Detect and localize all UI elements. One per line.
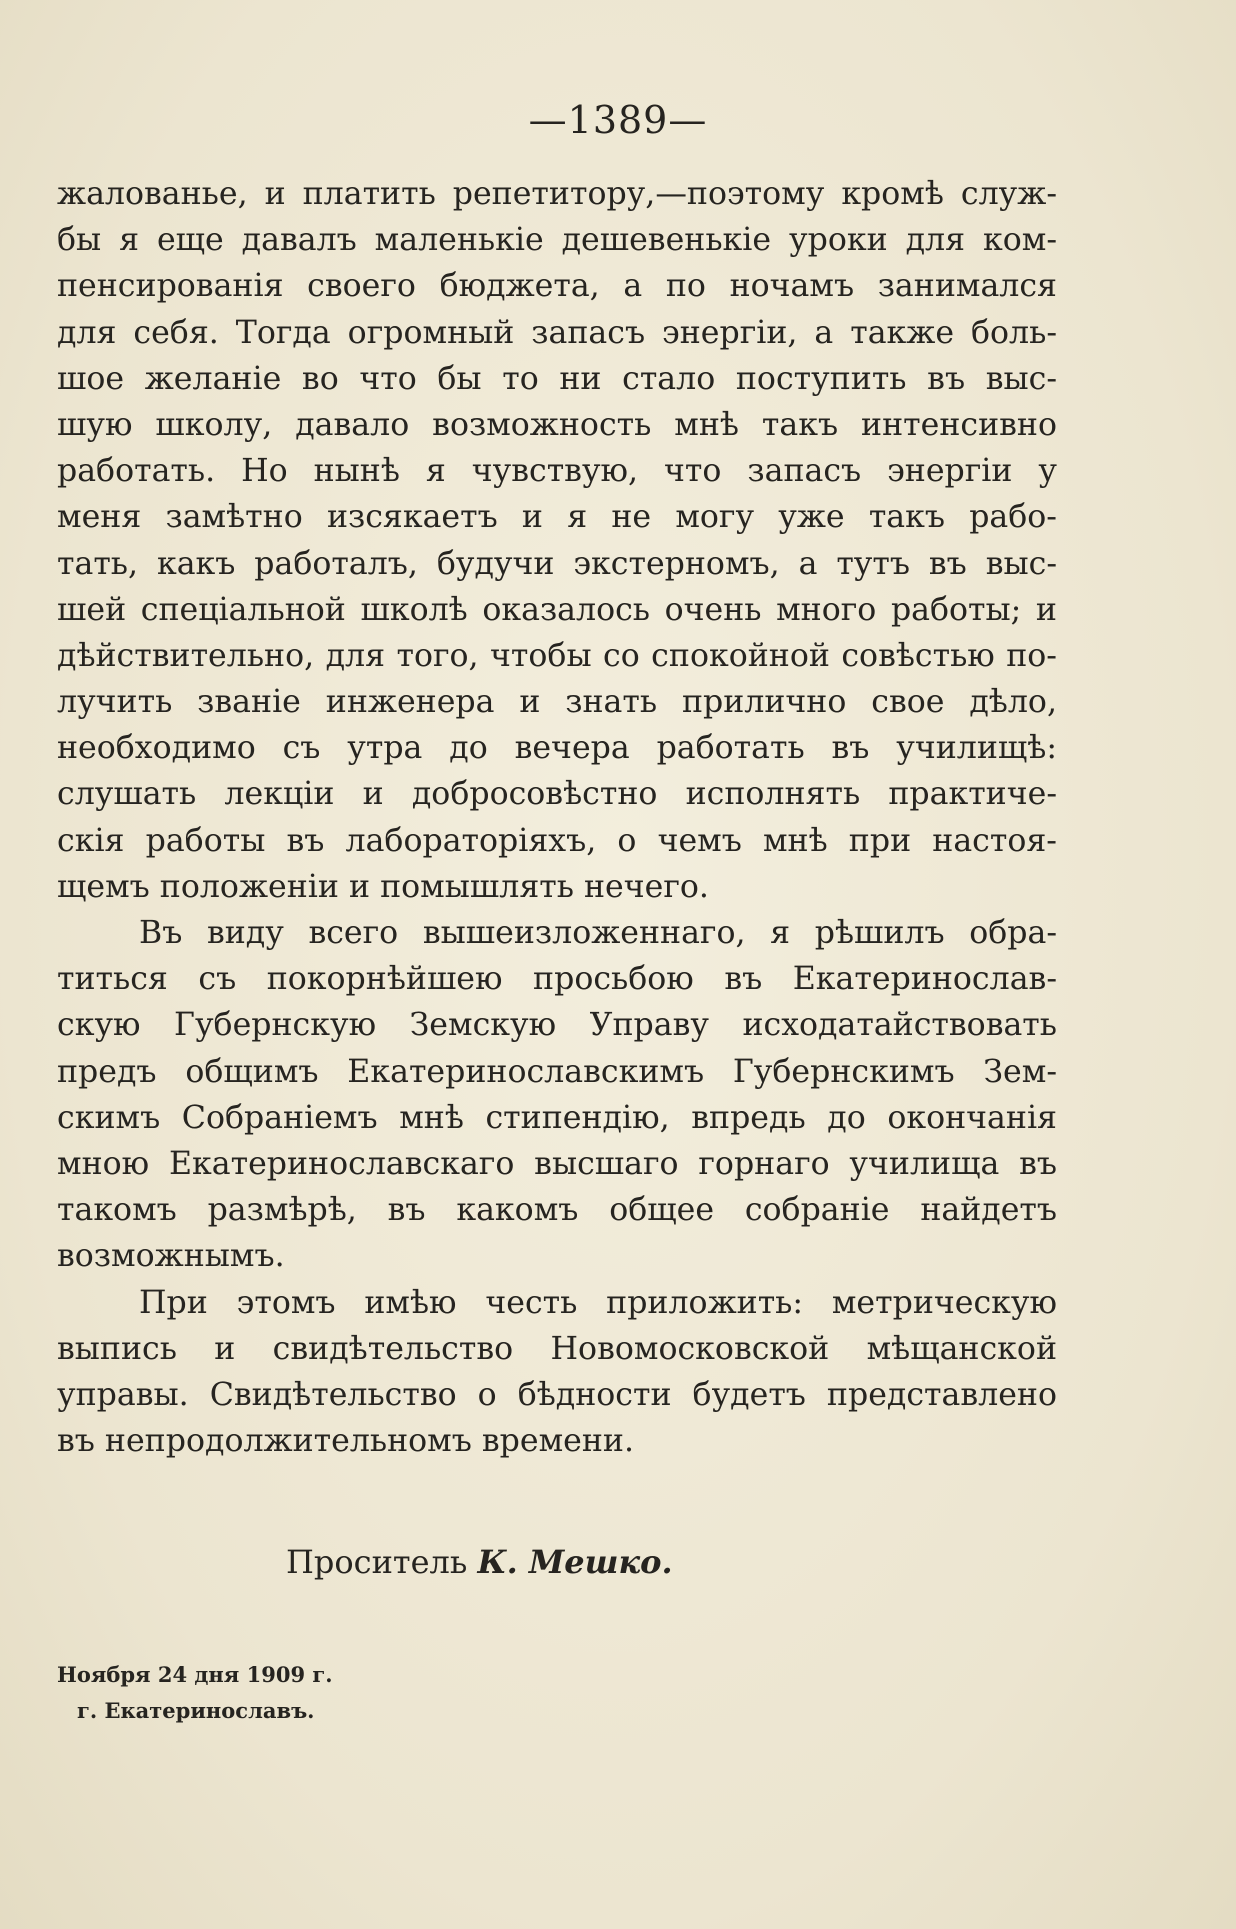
footer-date: Ноября 24 дня 1909 г. — [57, 1662, 333, 1687]
text-line: пенсированія своего бюджета, а по ночамъ занимался — [57, 268, 1057, 305]
signature-line — [286, 1543, 673, 1581]
text-line: выпись и свидѣтельство Новомосковской мѣщанской — [57, 1330, 1057, 1367]
text-line: дѣйствительно, для того, чтобы со спокойной совѣстью по- — [57, 637, 1057, 674]
text-line: въ непродолжительномъ времени. — [57, 1423, 635, 1460]
text-line: возможнымъ. — [57, 1238, 285, 1275]
letter-body — [57, 171, 1057, 1464]
text-line: такомъ размѣрѣ, въ какомъ общее собраніе найдетъ — [57, 1192, 1057, 1229]
signature-name: К. Мешко. — [477, 1543, 673, 1581]
footer-city: г. Екатеринославъ. — [77, 1698, 315, 1723]
signature-label: Проситель — [286, 1543, 468, 1581]
text-line: При этомъ имѣю честь приложить: метрическую — [139, 1284, 1057, 1321]
text-line: скимъ Собраніемъ мнѣ стипендію, впредь до окончанія — [57, 1099, 1057, 1136]
text-line: бы я еще давалъ маленькіе дешевенькіе уроки для ком- — [57, 222, 1057, 259]
text-line: Въ виду всего вышеизложеннаго, я рѣшилъ обра- — [139, 915, 1057, 951]
text-line: шую школу, давало возможность мнѣ такъ интенсивно — [57, 406, 1057, 443]
text-line: лучить званіе инженера и знать прилично свое дѣло, — [57, 684, 1057, 721]
text-line: жалованье, и платить репетитору,—поэтому кромѣ служ- — [57, 176, 1057, 212]
text-line: слушать лекціи и добросовѣстно исполнять практиче- — [57, 776, 1057, 813]
text-line: работать. Но нынѣ я чувствую, что запасъ энергіи у — [57, 453, 1057, 490]
text-line: предъ общимъ Екатеринославскимъ Губернскимъ Зем- — [57, 1053, 1057, 1090]
text-line: управы. Свидѣтельство о бѣдности будетъ представлено — [57, 1376, 1057, 1413]
text-line: мною Екатеринославскаго высшаго горнаго училища въ — [57, 1145, 1057, 1182]
text-line: необходимо съ утра до вечера работать въ училищѣ: — [57, 730, 1057, 767]
text-line: для себя. Тогда огромный запасъ энергіи, а также боль- — [57, 314, 1057, 351]
text-line: меня замѣтно изсякаетъ и я не могу уже такъ рабо- — [57, 499, 1057, 536]
text-line: шей спеціальной школѣ оказалось очень много работы; и — [57, 591, 1057, 628]
text-line: щемъ положеніи и помышлять нечего. — [57, 868, 709, 905]
text-line: тать, какъ работалъ, будучи экстерномъ, а тутъ въ выс- — [57, 545, 1057, 582]
page-number: —1389— — [528, 98, 708, 142]
text-line: скую Губернскую Земскую Управу исходатайствовать — [57, 1007, 1057, 1044]
text-line: шое желаніе во что бы то ни стало поступить въ выс- — [57, 360, 1057, 397]
text-line: скія работы въ лабораторіяхъ, о чемъ мнѣ при настоя- — [57, 822, 1057, 859]
text-line: титься съ покорнѣйшею просьбою въ Екатеринослав- — [57, 961, 1057, 998]
